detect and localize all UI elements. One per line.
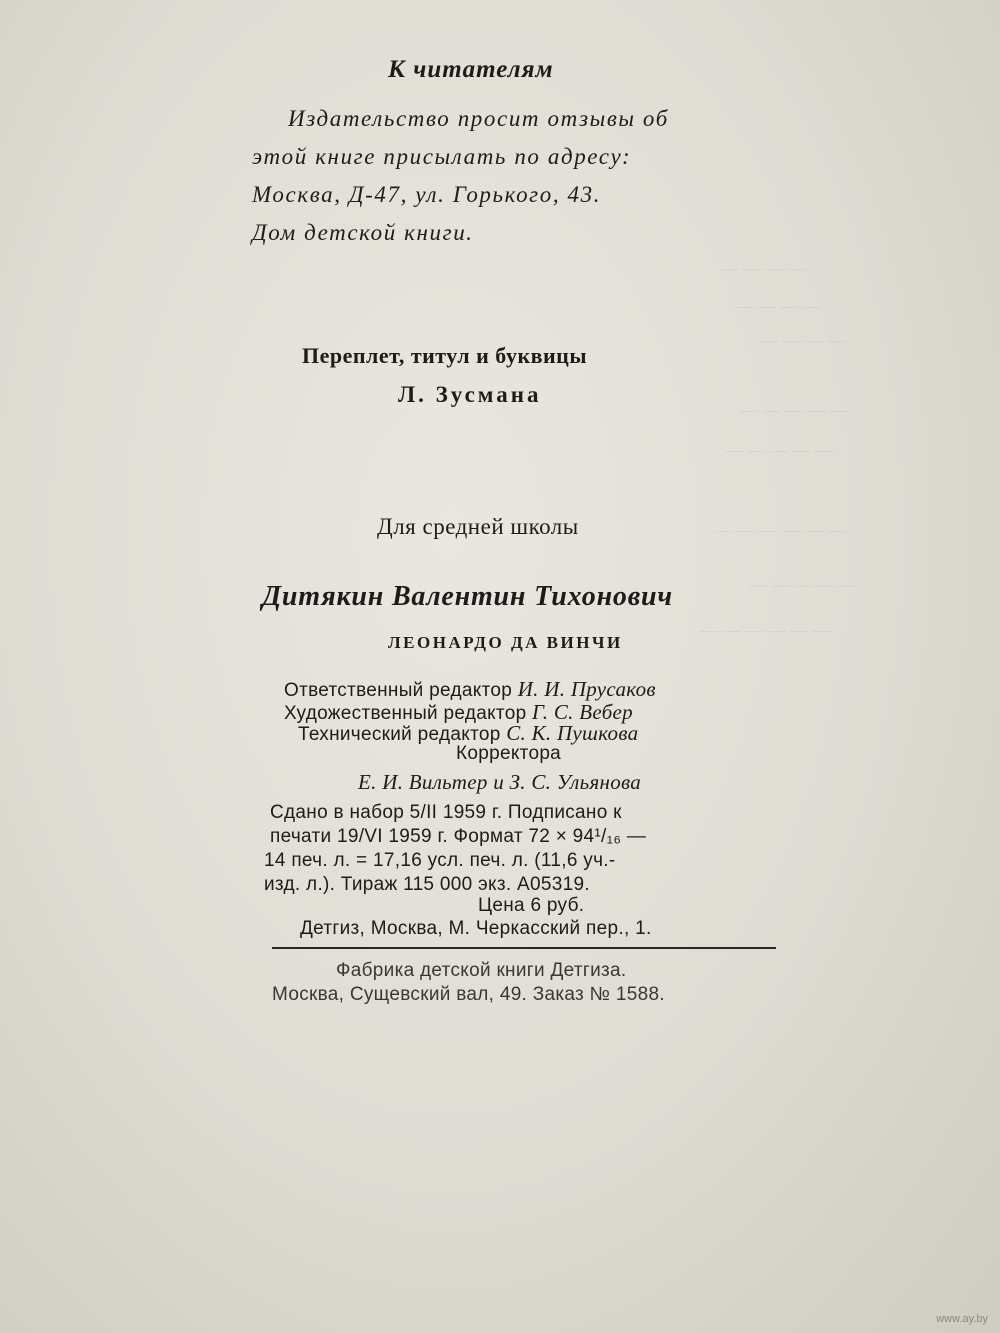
editor-name: С. К. Пушкова (506, 721, 639, 745)
editor-role: Ответственный редактор (284, 680, 513, 701)
editor-role: Технический редактор (298, 724, 501, 745)
show-through-lines: — — — — (760, 330, 846, 350)
correctors-names (358, 770, 641, 795)
to-readers-line: этой книге присылать по адресу: (252, 144, 632, 169)
credits-line: Переплет, титул и буквицы (302, 343, 588, 368)
correctors-label: Корректора (456, 743, 562, 764)
imprint-line: Сдано в набор 5/II 1959 г. Подписано к (270, 802, 622, 823)
to-readers-line: Москва, Д-47, ул. Горького, 43. (252, 182, 602, 207)
to-readers-line: Дом детской книги. (252, 220, 474, 245)
imprint-line: печати 19/VI 1959 г. Формат 72 × 94¹/₁₆ — (270, 826, 647, 847)
correctors-names-text: Е. И. Вильтер и З. С. Ульянова (358, 770, 642, 794)
show-through-lines: — — — — — — (700, 620, 831, 640)
show-through-lines: — — — — — — (715, 520, 846, 540)
divider-rule (272, 947, 776, 949)
printer-line: Москва, Сущевский вал, 49. Заказ № 1588. (272, 984, 665, 1005)
show-through-lines: — — — — (720, 258, 806, 278)
show-through-lines: — — — — — (750, 575, 858, 595)
imprint-publisher: Детгиз, Москва, М. Черкасский пер., 1. (300, 918, 652, 939)
author-name: Дитякин Валентин Тихонович (262, 581, 673, 612)
editor-name: Г. С. Вебер (532, 700, 633, 724)
credits-artist: Л. Зусмана (398, 382, 542, 407)
to-readers-heading: К читателям (388, 56, 554, 83)
editor-row (284, 677, 656, 702)
imprint-line: 14 печ. л. = 17,16 усл. печ. л. (11,6 уч.- (264, 850, 616, 871)
show-through-lines: — — — — — (740, 400, 848, 420)
audience-label: Для средней школы (377, 514, 579, 539)
show-through-lines: — — — — — (725, 440, 833, 460)
book-title: ЛЕОНАРДО ДА ВИНЧИ (388, 633, 623, 652)
show-through-lines: — — — — (735, 296, 821, 316)
editor-name: И. И. Прусаков (517, 677, 656, 701)
to-readers-line: Издательство просит отзывы об (288, 106, 669, 131)
imprint-line: изд. л.). Тираж 115 000 экз. А05319. (264, 874, 590, 895)
printer-line: Фабрика детской книги Детгиза. (336, 960, 627, 981)
editor-role: Художественный редактор (284, 703, 527, 724)
site-watermark: www.ay.by (936, 1313, 988, 1325)
imprint-price: Цена 6 руб. (478, 895, 585, 916)
